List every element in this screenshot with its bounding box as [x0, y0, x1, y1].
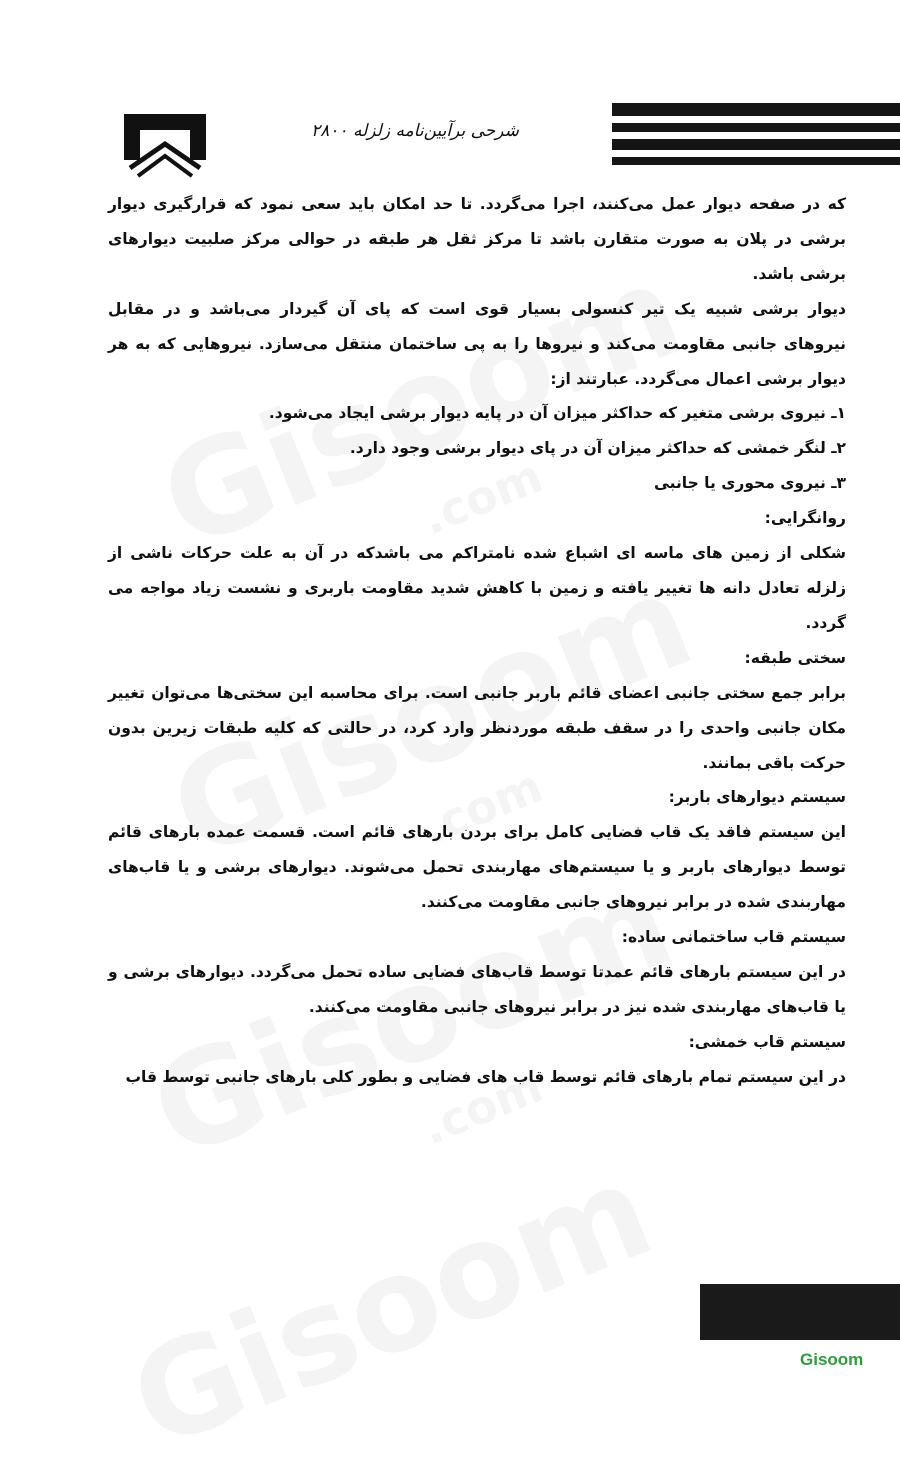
brand-logo: Gisoom [800, 1350, 864, 1369]
paragraph: در این سیستم بارهای قائم عمدتا توسط قاب‌های فضایی ساده تحمل می‌گردد. دیوارهای برشی و یا قاب‌های مهاربندی شده نیز در برابر نیروهای جانبی مقاومت می‌کنند. [108, 962, 846, 1016]
scan-black-block [700, 1284, 900, 1340]
watermark [111, 1134, 671, 1478]
header-stripes [612, 103, 900, 172]
paragraph: در این سیستم تمام بارهای قائم توسط قاب های فضایی و بطور کلی بارهای جانبی توسط قاب [125, 1067, 846, 1086]
list-item: ۳ـ نیروی محوری یا جانبی [653, 474, 846, 493]
stripe-bar [612, 123, 900, 132]
header-title: شرحی برآیین‌نامه زلزله ۲۸۰۰ [311, 121, 519, 141]
page-body [108, 187, 846, 1095]
paragraph: برابر جمع سختی جانبی اعضای قائم باربر جانبی است. برای محاسبه این سختی‌ها می‌توان تغییر مکان جانبی واحدی را در سقف طبقه موردنظر وارد کرد، در حالتی که کلیه طبقات زیرین بدون حرکت باقی بمانند. [108, 683, 846, 772]
publisher-logo-icon [120, 110, 210, 180]
section-heading: روانگرایی: [764, 509, 846, 528]
paragraph: دیوار برشی شبیه یک تیر کنسولی بسیار قوی است که پای آن گیردار می‌باشد و در مقابل نیروهای جانبی مقاومت می‌کند و نیروها را به پی ساختمان منتقل می‌سازد. نیروهایی که به هر دیوار برشی اعمال می‌گردد. عبارتند از: [108, 299, 846, 388]
section-heading: سیستم قاب ساختمانی ساده: [621, 928, 846, 947]
paragraph: شکلی از زمین های ماسه ای اشباع شده نامتراکم می باشدکه در آن به علت حرکات ناشی از زلزله تعادل دانه ها تغییر یافته و زمین با کاهش شدید مقاومت باربری و نشست زیاد مواجه می گردد. [108, 544, 846, 632]
list-item: ۲ـ لنگر خمشی که حداکثر میزان آن در پای دیوار برشی وجود دارد. [349, 439, 846, 458]
stripe-bar [612, 157, 900, 165]
paragraph: که در صفحه دیوار عمل می‌کنند، اجرا می‌گردد. تا حد امکان باید سعی نمود که قرارگیری دیوار برشی در پلان به صورت متقارن باشد تا مرکز ثقل هر طبقه در حوالی مرکز صلبیت دیوارهای برشی باشد. [108, 195, 846, 283]
section-heading: سیستم قاب خمشی: [688, 1032, 846, 1051]
section-heading: سختی طبقه: [744, 648, 846, 667]
paragraph: این سیستم فاقد یک قاب فضایی کامل برای بردن بارهای قائم است. قسمت عمده بارهای قائم توسط دیوارهای باربر و یا سیستم‌های مهاربندی تحمل می‌شوند. دیوارهای برشی و یا قاب‌های مهاربندی شده در برابر نیروهای جانبی مقاومت می‌کنند. [108, 823, 846, 912]
list-item: ۱ـ نیروی برشی متغیر که حداکثر میزان آن در پایه دیوار برشی ایجاد می‌شود. [268, 404, 846, 423]
stripe-bar [612, 139, 900, 150]
stripe-bar [612, 103, 900, 116]
section-heading: سیستم دیوارهای باربر: [668, 788, 846, 807]
